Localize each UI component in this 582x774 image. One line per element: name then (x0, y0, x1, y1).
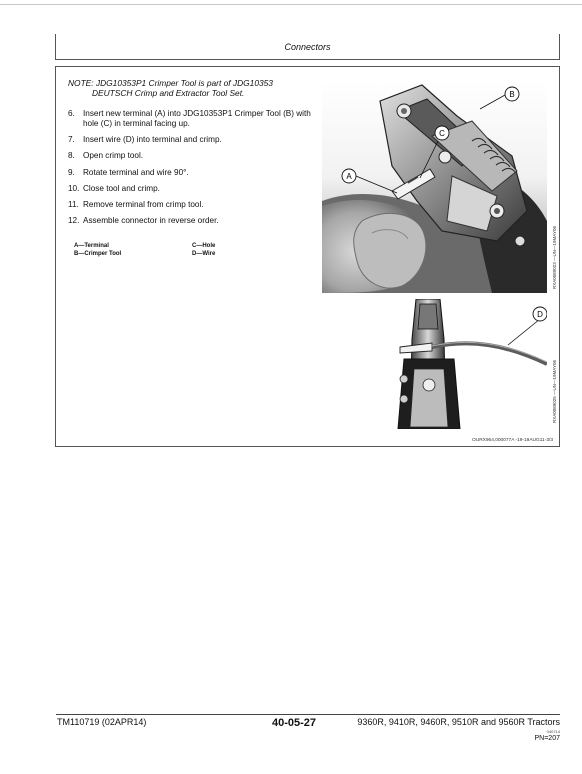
procedure-box (55, 66, 560, 447)
callout-a-label: A (346, 172, 352, 181)
step-number: 11. (68, 199, 79, 209)
steps-list (68, 109, 318, 232)
legend-hole: C—Hole (192, 243, 216, 249)
note (68, 78, 323, 98)
step-text: Insert new terminal (A) into JDG10353P1 Crimper Tool (B) with hole (C) in terminal facing up. (83, 109, 311, 128)
legend-terminal: A—Terminal (74, 243, 109, 249)
step-item (68, 151, 318, 161)
section-header (55, 34, 560, 60)
step-text: Insert wire (D) into terminal and crimp. (83, 135, 222, 145)
callout-b-label: B (509, 90, 515, 99)
step-text: Remove terminal from crimp tool. (83, 199, 204, 209)
section-title: Connectors (284, 42, 331, 52)
note-line-2: DEUTSCH Crimp and Extractor Tool Set. (92, 88, 245, 98)
step-item (68, 135, 318, 145)
legend-wire: D—Wire (192, 251, 216, 257)
step-text: Open crimp tool. (83, 151, 144, 161)
step-item (68, 200, 318, 210)
step-item (68, 109, 318, 129)
step-text: Assemble connector in reverse order. (83, 216, 219, 226)
step-text: Close tool and crimp. (83, 183, 160, 193)
tractor-models: 9360R, 9410R, 9460R, 9510R and 9560R Tractors (357, 717, 560, 727)
footer-pn: PN=207 (534, 735, 560, 742)
figure1-id: RXA0089023 —UN—19MAY06 (552, 226, 557, 289)
legend-crimper-tool: B—Crimper Tool (74, 251, 122, 257)
step-number: 10. (68, 183, 80, 193)
manual-number: TM110719 (02APR14) (57, 717, 147, 727)
top-rule (0, 4, 582, 5)
step-number: 7. (68, 135, 75, 145)
legend (74, 242, 244, 258)
crimp-jaws-photo (390, 299, 547, 429)
callout-d-label: D (537, 310, 543, 319)
step-number: 9. (68, 167, 75, 177)
crimper-tool-photo (322, 81, 547, 293)
step-item (68, 184, 318, 194)
footer-date-code: 040714 (546, 729, 560, 734)
reference-id: OURX964,000077A -19-19AUG11-3/3 (472, 438, 553, 443)
note-line-1: NOTE: JDG10353P1 Crimper Tool is part of JDG10353 (68, 78, 273, 88)
step-number: 6. (68, 109, 75, 118)
step-number: 8. (68, 151, 75, 161)
footer-rule (56, 714, 560, 715)
step-number: 12. (68, 216, 80, 226)
step-item (68, 216, 318, 226)
callout-c-label: C (439, 129, 445, 138)
figure2-id: RXA0089025 —UN—19MAY06 (552, 360, 557, 423)
step-item (68, 168, 318, 178)
page-number: 40-05-27 (272, 717, 317, 729)
step-text: Rotate terminal and wire 90°. (83, 167, 189, 177)
